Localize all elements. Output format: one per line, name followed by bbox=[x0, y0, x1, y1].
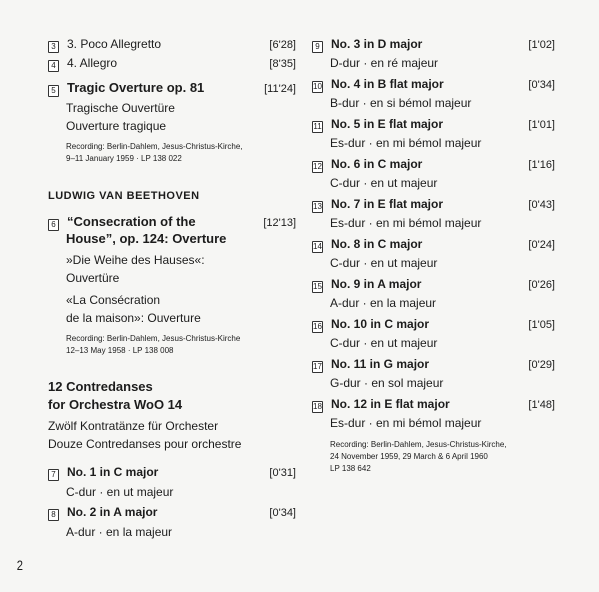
track-row[interactable] bbox=[312, 36, 555, 53]
track-row[interactable] bbox=[312, 356, 555, 373]
key-subtitle: A-dur · en la majeur bbox=[66, 525, 173, 539]
track-number-box: 6 bbox=[48, 219, 59, 231]
track-number-box: 14 bbox=[313, 242, 322, 251]
recording-info: Recording: Berlin-Dahlem, Jesus-Christus-Kirche bbox=[66, 334, 241, 343]
track-row[interactable] bbox=[312, 316, 555, 333]
track-title: No. 10 in C major bbox=[331, 317, 430, 331]
track-row-tragic-overture[interactable] bbox=[48, 80, 296, 97]
key-subtitle: Es-dur · en mi bémol majeur bbox=[330, 216, 482, 230]
track-title: No. 6 in C major bbox=[331, 157, 423, 171]
track-duration: [8'35] bbox=[269, 58, 296, 70]
track-number-box: 17 bbox=[313, 362, 322, 371]
track-title: No. 12 in E flat major bbox=[331, 397, 450, 411]
french-title: «La Consécration bbox=[66, 293, 161, 307]
track-duration: [11'24] bbox=[264, 83, 296, 95]
track-row[interactable] bbox=[312, 396, 555, 413]
key-subtitle: D-dur · en ré majeur bbox=[330, 56, 439, 70]
key-subtitle: B-dur · en si bémol majeur bbox=[330, 96, 472, 110]
track-title: 3. Poco Allegretto bbox=[67, 37, 162, 51]
track-duration: [12'13] bbox=[263, 217, 296, 229]
track-title: No. 7 in E flat major bbox=[331, 197, 444, 211]
track-number-box: 8 bbox=[48, 509, 59, 521]
recording-info: Recording: Berlin-Dahlem, Jesus-Christus-Kirche, bbox=[330, 440, 507, 449]
track-number-box: 7 bbox=[48, 469, 59, 481]
track-title: No. 2 in A major bbox=[67, 505, 158, 519]
track-title: No. 3 in D major bbox=[331, 37, 423, 51]
track-duration: [0'29] bbox=[528, 359, 555, 371]
track-number-box: 18 bbox=[313, 402, 322, 411]
track-row[interactable] bbox=[48, 36, 296, 53]
key-subtitle: Es-dur · en mi bémol majeur bbox=[330, 136, 482, 150]
track-number-box: 3 bbox=[48, 41, 59, 53]
track-row-consecration[interactable] bbox=[48, 214, 296, 231]
page-number: 2 bbox=[16, 557, 24, 573]
track-title: No. 8 in C major bbox=[331, 237, 423, 251]
key-subtitle: G-dur · en sol majeur bbox=[330, 376, 444, 390]
track-number-box: 5 bbox=[48, 85, 59, 97]
track-number-box: 10 bbox=[313, 82, 322, 91]
recording-info: 12–13 May 1958 · LP 138 008 bbox=[66, 346, 174, 355]
track-row[interactable] bbox=[48, 504, 296, 521]
track-row[interactable] bbox=[312, 276, 555, 293]
track-title: 4. Allegro bbox=[67, 56, 118, 70]
track-duration: [0'31] bbox=[269, 467, 296, 479]
track-title: No. 5 in E flat major bbox=[331, 117, 444, 131]
track-title: No. 9 in A major bbox=[331, 277, 422, 291]
track-duration: [1'02] bbox=[528, 39, 555, 51]
track-duration: [1'48] bbox=[528, 399, 555, 411]
work-title: for Orchestra WoO 14 bbox=[48, 397, 183, 412]
track-number-box: 9 bbox=[312, 41, 323, 53]
work-title: 12 Contredanses bbox=[48, 379, 153, 394]
track-title: “Consecration of the bbox=[67, 214, 196, 229]
track-duration: [0'34] bbox=[528, 79, 555, 91]
key-subtitle: C-dur · en ut majeur bbox=[330, 176, 438, 190]
track-number-box: 4 bbox=[48, 60, 59, 72]
track-duration: [0'43] bbox=[528, 199, 555, 211]
composer-heading: LUDWIG VAN BEETHOVEN bbox=[48, 190, 200, 202]
track-row[interactable] bbox=[312, 196, 555, 213]
german-title: Zwölf Kontratänze für Orchester bbox=[48, 419, 219, 433]
recording-info: 9–11 January 1959 · LP 138 022 bbox=[66, 154, 182, 163]
german-title: Tragische Ouvertüre bbox=[66, 101, 175, 115]
track-duration: [0'26] bbox=[528, 279, 555, 291]
track-number-box: 11 bbox=[313, 122, 322, 131]
track-row[interactable] bbox=[312, 236, 555, 253]
french-title: Ouverture tragique bbox=[66, 119, 167, 133]
french-title: Douze Contredanses pour orchestre bbox=[48, 437, 242, 451]
track-duration: [6'28] bbox=[269, 39, 296, 51]
key-subtitle: C-dur · en ut majeur bbox=[330, 256, 438, 270]
german-title: Ouvertüre bbox=[66, 271, 120, 285]
track-title: Tragic Overture op. 81 bbox=[67, 80, 205, 95]
recording-info: LP 138 642 bbox=[330, 464, 371, 473]
track-number-box: 15 bbox=[313, 282, 322, 291]
track-row[interactable] bbox=[48, 464, 296, 481]
key-subtitle: C-dur · en ut majeur bbox=[330, 336, 438, 350]
track-title-continued: House”, op. 124: Overture bbox=[66, 231, 227, 246]
key-subtitle: C-dur · en ut majeur bbox=[66, 485, 174, 499]
track-duration: [1'05] bbox=[528, 319, 555, 331]
german-title: »Die Weihe des Hauses«: bbox=[66, 253, 205, 267]
french-title: de la maison»: Ouverture bbox=[66, 311, 201, 325]
track-title: No. 1 in C major bbox=[67, 465, 159, 479]
track-duration: [0'24] bbox=[528, 239, 555, 251]
track-row[interactable] bbox=[312, 156, 555, 173]
track-number-box: 16 bbox=[313, 322, 322, 331]
track-duration: [1'16] bbox=[528, 159, 555, 171]
track-number-box: 12 bbox=[313, 162, 322, 171]
key-subtitle: A-dur · en la majeur bbox=[330, 296, 437, 310]
key-subtitle: Es-dur · en mi bémol majeur bbox=[330, 416, 482, 430]
track-title: No. 4 in B flat major bbox=[331, 77, 444, 91]
track-title: No. 11 in G major bbox=[331, 357, 430, 371]
recording-info: 24 November 1959, 29 March & 6 April 1960 bbox=[330, 452, 488, 461]
track-row[interactable] bbox=[312, 116, 555, 133]
track-number-box: 13 bbox=[313, 202, 322, 211]
recording-info: Recording: Berlin-Dahlem, Jesus-Christus-Kirche, bbox=[66, 142, 243, 151]
track-duration: [1'01] bbox=[528, 119, 555, 131]
track-duration: [0'34] bbox=[269, 507, 296, 519]
track-row[interactable] bbox=[48, 55, 296, 72]
track-row[interactable] bbox=[312, 76, 555, 93]
